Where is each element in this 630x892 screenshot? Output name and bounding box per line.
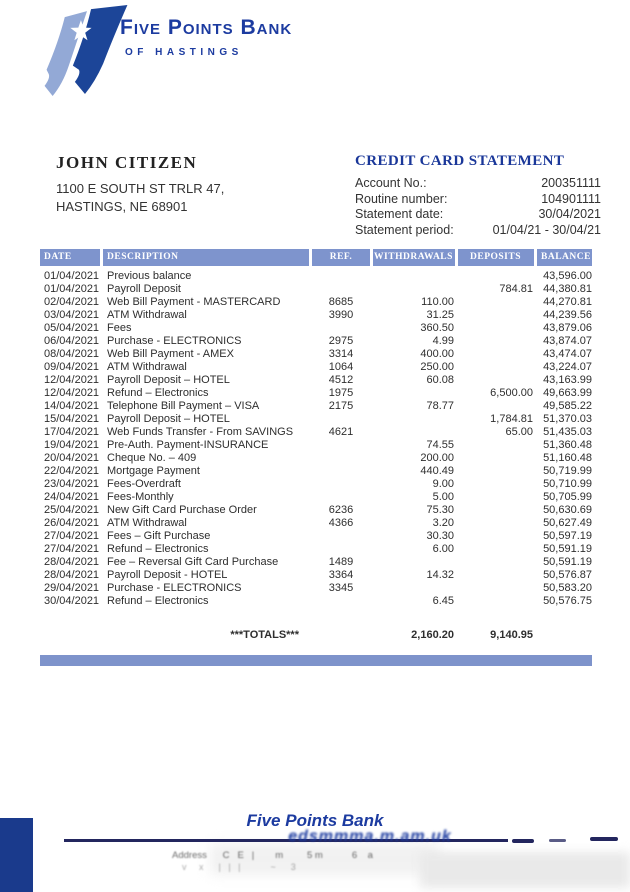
cell-balance: 50,591.19	[543, 556, 592, 568]
cell-deposits	[458, 504, 534, 517]
cell-withdrawals: 6.00	[432, 543, 454, 555]
cell-withdrawals: 6.45	[432, 595, 454, 607]
cell-withdrawals: 5.00	[432, 491, 454, 503]
cell-withdrawals: 110.00	[421, 296, 454, 308]
customer-address-line1: 1100 E SOUTH ST TRLR 47,	[56, 181, 225, 196]
totals-withdrawals: 2,160.20	[411, 629, 454, 641]
cell-ref: 3364	[328, 569, 354, 581]
cell-ref	[312, 270, 370, 283]
cell-description: Web Bill Payment - MASTERCARD	[107, 296, 281, 308]
cell-balance: 44,380.81	[543, 283, 592, 295]
footer-blurred-text: edsmmma.m.am.uk	[288, 828, 452, 845]
customer-address-line2: HASTINGS, NE 68901	[56, 199, 188, 214]
footer-rule-dash	[549, 839, 566, 842]
transaction-row	[40, 504, 592, 517]
cell-ref	[312, 439, 370, 452]
cell-deposits	[458, 348, 534, 361]
transaction-row	[40, 374, 592, 387]
statement-field	[355, 176, 601, 192]
col-header-balance: BALANCE	[537, 249, 592, 266]
cell-date: 15/04/2021	[44, 413, 100, 425]
cell-withdrawals: 75.30	[426, 504, 454, 516]
cell-date: 26/04/2021	[44, 517, 100, 529]
cell-ref	[312, 322, 370, 335]
cell-date: 27/04/2021	[44, 543, 100, 555]
cell-description: Fees – Gift Purchase	[107, 530, 211, 542]
cell-ref	[312, 452, 370, 465]
cell-description: ATM Withdrawal	[107, 517, 187, 529]
cell-description: Payroll Deposit - HOTEL	[107, 569, 228, 581]
cell-deposits	[458, 296, 534, 309]
transaction-row	[40, 569, 592, 582]
cell-balance: 50,583.20	[543, 582, 592, 594]
totals-deposits: 9,140.95	[490, 629, 533, 641]
cell-balance: 51,435.03	[543, 426, 592, 438]
cell-description: Payroll Deposit – HOTEL	[107, 413, 230, 425]
cell-balance: 43,474.07	[543, 348, 592, 360]
cell-withdrawals: 360.50	[420, 322, 454, 334]
cell-date: 12/04/2021	[44, 374, 100, 386]
cell-balance: 50,627.49	[543, 517, 592, 529]
cell-withdrawals	[373, 426, 455, 439]
transaction-row	[40, 361, 592, 374]
cell-deposits: 784.81	[499, 283, 533, 295]
transaction-row	[40, 400, 592, 413]
cell-balance: 51,160.48	[543, 452, 592, 464]
cell-date: 02/04/2021	[44, 296, 100, 308]
cell-balance: 43,596.00	[543, 270, 592, 282]
cell-balance: 49,663.99	[543, 387, 592, 399]
cell-deposits	[458, 530, 534, 543]
transaction-row	[40, 283, 592, 296]
cell-description: Payroll Deposit	[107, 283, 181, 295]
field-label: Routine number:	[355, 191, 448, 206]
cell-ref	[312, 478, 370, 491]
cell-balance: 51,370.03	[543, 413, 592, 425]
cell-withdrawals: 30.30	[426, 530, 454, 542]
cell-deposits	[458, 582, 534, 595]
cell-description: Pre-Auth. Payment-INSURANCE	[107, 439, 269, 451]
cell-deposits	[458, 361, 534, 374]
cell-ref: 3990	[328, 309, 354, 321]
cell-ref: 3345	[328, 582, 354, 594]
cell-date: 09/04/2021	[44, 361, 100, 373]
cell-ref	[312, 283, 370, 296]
cell-ref	[312, 465, 370, 478]
col-header-deposits: DEPOSITS	[458, 249, 534, 266]
cell-balance: 50,576.75	[543, 595, 592, 607]
cell-balance: 50,597.19	[543, 530, 592, 542]
field-label: Statement date:	[355, 207, 444, 221]
cell-date: 03/04/2021	[44, 309, 100, 321]
cell-balance: 50,576.87	[543, 569, 592, 581]
cell-withdrawals: 9.00	[432, 478, 454, 490]
cell-balance: 50,719.99	[543, 465, 592, 477]
cell-balance: 50,705.99	[543, 491, 592, 503]
cell-ref: 4366	[328, 517, 354, 529]
cell-date: 12/04/2021	[44, 387, 100, 399]
cell-date: 24/04/2021	[44, 491, 100, 503]
cell-description: Refund – Electronics	[107, 387, 209, 399]
cell-withdrawals	[373, 387, 455, 400]
transaction-row	[40, 348, 592, 361]
cell-balance: 50,591.19	[543, 543, 592, 555]
cell-date: 30/04/2021	[44, 595, 100, 607]
transaction-row	[40, 309, 592, 322]
cell-date: 01/04/2021	[44, 270, 100, 282]
cell-deposits	[458, 543, 534, 556]
transaction-row	[40, 452, 592, 465]
transaction-row	[40, 556, 592, 569]
corner-blue-block	[0, 818, 33, 892]
cell-deposits	[458, 322, 534, 335]
cell-description: Cheque No. – 409	[107, 452, 197, 464]
cell-description: Fees	[107, 322, 132, 334]
cell-deposits	[458, 595, 534, 608]
cell-deposits: 1,784.81	[490, 413, 533, 425]
cell-date: 19/04/2021	[44, 439, 100, 451]
transaction-row	[40, 465, 592, 478]
cell-ref: 3314	[328, 348, 354, 360]
cell-deposits	[458, 270, 534, 283]
cell-description: Fees-Overdraft	[107, 478, 181, 490]
cell-description: Purchase - ELECTRONICS	[107, 582, 242, 594]
cell-date: 27/04/2021	[44, 530, 100, 542]
cell-deposits	[458, 478, 534, 491]
cell-withdrawals: 14.32	[426, 569, 454, 581]
cell-withdrawals	[373, 413, 455, 426]
cell-date: 06/04/2021	[44, 335, 100, 347]
cell-deposits: 65.00	[505, 426, 533, 438]
cell-description: Fees-Monthly	[107, 491, 174, 503]
cell-deposits	[458, 452, 534, 465]
cell-withdrawals	[373, 270, 455, 283]
cell-ref	[312, 595, 370, 608]
footer-bank-name: Five Points Bank	[246, 811, 384, 830]
statement-info-block	[355, 153, 601, 238]
cell-withdrawals: 440.49	[420, 465, 454, 477]
transaction-row	[40, 491, 592, 504]
transaction-row	[40, 530, 592, 543]
cell-balance: 50,630.69	[543, 504, 592, 516]
cell-description: Purchase - ELECTRONICS	[107, 335, 242, 347]
cell-deposits: 6,500.00	[490, 387, 533, 399]
field-value: 01/04/21 - 30/04/21	[492, 222, 601, 237]
cell-date: 28/04/2021	[44, 569, 100, 581]
footer-address-line2: v x | | | ~ 3	[182, 862, 296, 872]
cell-ref: 8685	[328, 296, 354, 308]
field-label: Statement period:	[355, 222, 454, 237]
col-header-description: DESCRIPTION	[103, 249, 309, 266]
cell-description: Mortgage Payment	[107, 465, 200, 477]
transactions-table	[40, 249, 592, 642]
totals-label: ***TOTALS***	[230, 629, 299, 641]
cell-balance: 43,874.07	[543, 335, 592, 347]
cell-ref: 1064	[328, 361, 354, 373]
statement-field	[355, 207, 601, 223]
cell-withdrawals	[373, 582, 455, 595]
bank-subtitle: OF HASTINGS	[125, 47, 243, 58]
cell-withdrawals	[373, 556, 455, 569]
cell-date: 08/04/2021	[44, 348, 100, 360]
cell-deposits	[458, 569, 534, 582]
cell-description: Refund – Electronics	[107, 543, 209, 555]
cell-deposits	[458, 517, 534, 530]
cell-ref: 2175	[328, 400, 354, 412]
transaction-row	[40, 426, 592, 439]
cell-withdrawals: 31.25	[426, 309, 454, 321]
cell-ref: 6236	[328, 504, 354, 516]
transaction-row	[40, 387, 592, 400]
customer-block	[56, 153, 224, 216]
cell-withdrawals: 3.20	[432, 517, 454, 529]
cell-ref: 4512	[328, 374, 354, 386]
cell-description: Web Funds Transfer - From SAVINGS	[107, 426, 294, 438]
bank-name: Five Points Bank	[120, 16, 293, 39]
cell-ref: 1975	[328, 387, 354, 399]
table-footer-bar	[40, 655, 592, 666]
cell-ref	[312, 413, 370, 426]
transaction-row	[40, 582, 592, 595]
cell-withdrawals: 78.77	[426, 400, 454, 412]
cell-description: Fee – Reversal Gift Card Purchase	[107, 556, 279, 568]
col-header-ref: REF.	[312, 249, 370, 266]
footer-address-line: Address C E | m 5 m 6 a	[172, 850, 373, 861]
cell-description: ATM Withdrawal	[107, 361, 187, 373]
cell-balance: 51,360.48	[543, 439, 592, 451]
customer-name: JOHN CITIZEN	[56, 153, 198, 172]
cell-date: 05/04/2021	[44, 322, 100, 334]
transaction-row	[40, 517, 592, 530]
transaction-row	[40, 296, 592, 309]
cell-date: 01/04/2021	[44, 283, 100, 295]
field-label: Account No.:	[355, 176, 427, 190]
cell-withdrawals: 200.00	[420, 452, 454, 464]
cell-withdrawals: 60.08	[426, 374, 454, 386]
cell-date: 14/04/2021	[44, 400, 100, 412]
cell-withdrawals: 4.99	[432, 335, 454, 347]
cell-deposits	[458, 335, 534, 348]
cell-balance: 43,879.06	[543, 322, 592, 334]
cell-description: New Gift Card Purchase Order	[107, 504, 257, 516]
cell-deposits	[458, 400, 534, 413]
cell-deposits	[458, 556, 534, 569]
cell-balance: 50,710.99	[543, 478, 592, 490]
transaction-row	[40, 335, 592, 348]
transaction-row	[40, 322, 592, 335]
cell-ref	[312, 543, 370, 556]
cell-withdrawals: 74.55	[426, 439, 454, 451]
transaction-row	[40, 270, 592, 283]
cell-balance: 43,224.07	[543, 361, 592, 373]
cell-date: 23/04/2021	[44, 478, 100, 490]
table-header-row	[40, 249, 592, 266]
statement-title: CREDIT CARD STATEMENT	[355, 153, 565, 169]
cell-date: 29/04/2021	[44, 582, 100, 594]
field-value: 200351111	[541, 176, 601, 190]
cell-description: Previous balance	[107, 270, 192, 282]
cell-deposits	[458, 491, 534, 504]
cell-date: 25/04/2021	[44, 504, 100, 516]
cell-date: 20/04/2021	[44, 452, 100, 464]
cell-ref	[312, 491, 370, 504]
field-value: 104901111	[541, 191, 601, 206]
cell-description: Refund – Electronics	[107, 595, 209, 607]
totals-row	[40, 629, 592, 642]
cell-deposits	[458, 439, 534, 452]
cell-balance: 43,163.99	[543, 374, 592, 386]
cell-balance: 44,239.56	[543, 309, 592, 321]
cell-ref	[312, 530, 370, 543]
cell-balance: 44,270.81	[543, 296, 592, 308]
field-value: 30/04/2021	[538, 207, 601, 221]
cell-description: Telephone Bill Payment – VISA	[107, 400, 260, 412]
statement-field	[355, 223, 601, 239]
cell-ref: 2975	[328, 335, 354, 347]
statement-field	[355, 192, 601, 208]
cell-withdrawals: 400.00	[420, 348, 454, 360]
cell-balance: 49,585.22	[543, 400, 592, 412]
cell-deposits	[458, 465, 534, 478]
transaction-row	[40, 439, 592, 452]
cell-date: 22/04/2021	[44, 465, 100, 477]
transaction-row	[40, 413, 592, 426]
cell-withdrawals: 250.00	[420, 361, 454, 373]
cell-ref: 1489	[328, 556, 354, 568]
transaction-row	[40, 543, 592, 556]
transactions-body	[40, 270, 592, 608]
cell-date: 17/04/2021	[44, 426, 100, 438]
footer-rule-dash	[590, 837, 618, 841]
cell-withdrawals	[373, 283, 455, 296]
cell-deposits	[458, 374, 534, 387]
cell-description: Web Bill Payment - AMEX	[107, 348, 234, 360]
cell-description: Payroll Deposit – HOTEL	[107, 374, 230, 386]
cell-deposits	[458, 309, 534, 322]
cell-date: 28/04/2021	[44, 556, 100, 568]
cell-description: ATM Withdrawal	[107, 309, 187, 321]
col-header-withdrawals: WITHDRAWALS	[373, 249, 455, 266]
cell-ref: 4621	[328, 426, 354, 438]
transaction-row	[40, 595, 592, 608]
col-header-date: DATE	[40, 249, 100, 266]
transaction-row	[40, 478, 592, 491]
